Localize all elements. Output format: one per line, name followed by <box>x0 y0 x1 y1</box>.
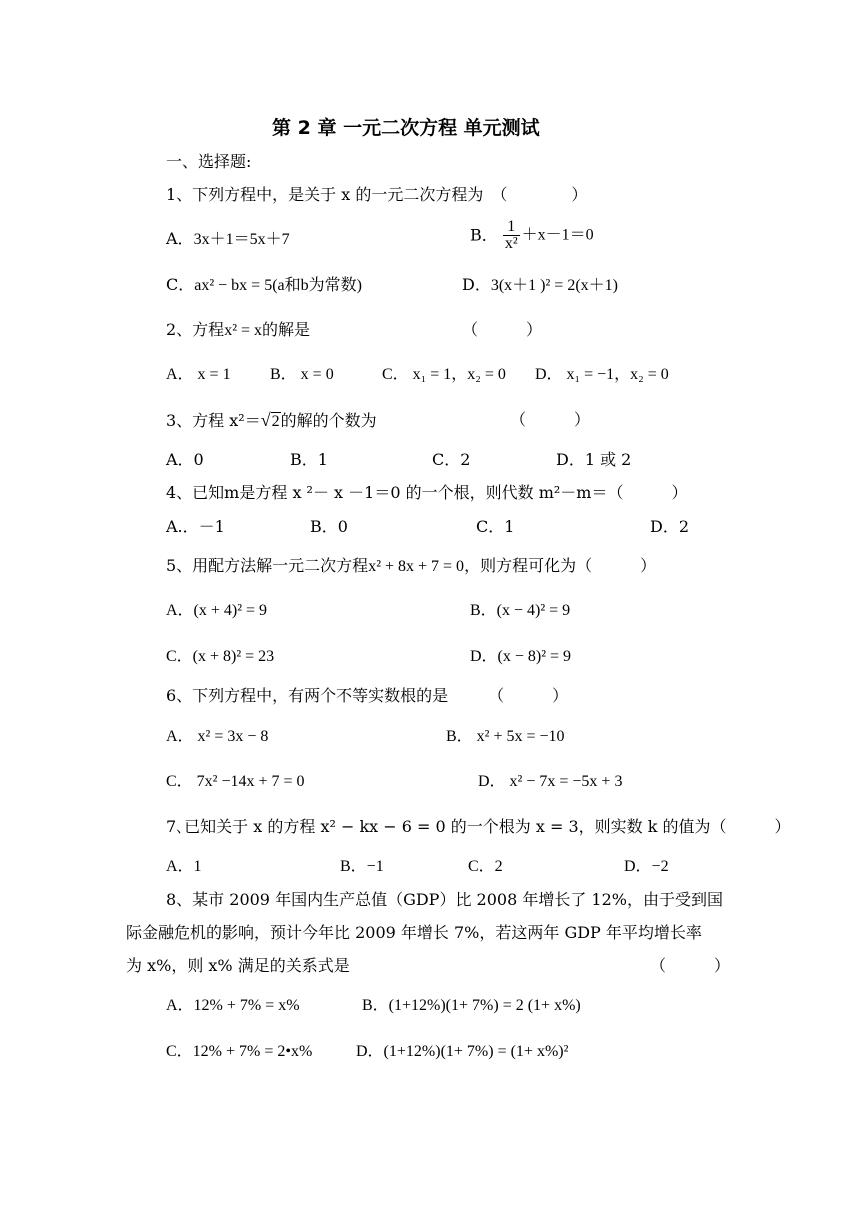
question-5-stem <box>166 556 656 577</box>
question-4-stem: 4、已知m是方程 x ²－ x －1＝0 的一个根，则代数 m²－m＝（ ） <box>166 483 688 502</box>
option-label: C． <box>166 275 195 294</box>
question-8-option-d: D．(1+12%)(1+ 7%) = (1+ x%)² <box>356 1043 569 1060</box>
question-8-option-b: B．(1+12%)(1+ 7%) = 2 (1+ x%) <box>362 997 581 1014</box>
question-3-option-b: B．1 <box>290 450 328 469</box>
radicand: 2 <box>271 413 280 430</box>
question-2-blank: （ ） <box>462 320 543 339</box>
question-8-blank: （ ） <box>650 956 731 975</box>
page-title: 第 2 章 一元二次方程 单元测试 <box>272 117 540 139</box>
stem-text: 的解的个数为 <box>280 411 377 430</box>
fraction-numerator: 1 <box>503 219 520 236</box>
question-8-stem-line-1: 8、某市 2009 年国内生产总值（GDP）比 2008 年增长了 12%，由于受到国 <box>166 890 723 909</box>
stem-equation: x² + 8x + 7 = 0 <box>368 558 465 575</box>
square-root <box>261 410 281 432</box>
stem-text: 3、方程 x²＝ <box>166 411 261 430</box>
fraction <box>503 219 520 252</box>
question-6-option-b: B． x² + 5x = −10 <box>446 728 565 745</box>
question-8-stem-line-2: 际金融危机的影响，预计今年比 2009 年增长 7%，若这两年 GDP 年平均增长率 <box>126 923 702 942</box>
stem-text: 的解是 <box>262 320 311 339</box>
question-7-option-d: D．−2 <box>624 858 669 875</box>
option-text: 3(x＋1 )² = 2(x＋1) <box>490 277 618 294</box>
question-2-stem <box>166 320 310 341</box>
option-label: A． <box>166 229 194 248</box>
question-5-option-c: C．(x + 8)² = 23 <box>166 648 275 665</box>
option-text: ax² − bx = 5(a和b为常数) <box>194 277 362 294</box>
question-8-option-c: C．12% + 7% = 2•x% <box>166 1043 313 1060</box>
question-6-option-d: D． x² − 7x = −5x + 3 <box>478 773 623 790</box>
question-6-option-a: A． x² = 3x − 8 <box>166 728 269 745</box>
stem-text: 2、方程 <box>166 320 225 339</box>
stem-equation: x² = x <box>224 322 263 339</box>
question-7-option-c: C．2 <box>468 858 503 875</box>
question-3-option-d: D．1 或 2 <box>556 450 632 469</box>
question-4-option-a: A.．－1 <box>166 517 225 536</box>
question-4-option-d: D．2 <box>650 517 690 536</box>
question-2-option-d: D． x₁ = −1，x₂ = 0 <box>535 366 669 383</box>
question-3-blank: （ ） <box>510 410 591 429</box>
question-4-option-b: B．0 <box>310 517 348 536</box>
question-1-option-a <box>166 229 290 250</box>
question-7-option-a: A．1 <box>166 858 202 875</box>
option-label: B． <box>470 225 498 245</box>
question-8-option-a: A．12% + 7% = x% <box>166 997 300 1014</box>
question-1-option-d <box>462 275 618 296</box>
fraction-denominator: x² <box>504 235 518 252</box>
question-1-option-b <box>470 219 594 259</box>
radical-sign: √ <box>260 410 271 430</box>
question-2-option-c: C． x₁ = 1，x₂ = 0 <box>382 366 506 383</box>
question-5-option-d: D．(x − 8)² = 9 <box>470 648 572 665</box>
question-1-stem: 1、下列方程中，是关于 x 的一元二次方程为 （ ） <box>166 185 588 204</box>
question-7-option-b: B．−1 <box>340 858 384 875</box>
question-6-stem: 6、下列方程中，有两个不等实数根的是 （ ） <box>166 686 569 705</box>
stem-text: 5、用配方法解一元二次方程 <box>166 556 369 575</box>
question-5-option-a: A．(x + 4)² = 9 <box>166 602 268 619</box>
question-2-option-b: B． x = 0 <box>270 366 334 383</box>
question-8-stem-line-3: 为 x%，则 x% 满足的关系式是 <box>126 956 350 975</box>
question-2-option-a: A． x = 1 <box>166 366 231 383</box>
question-7-stem: 7､已知关于 x 的方程 x² − kx − 6 = 0 的一个根为 x = 3，则实数 k 的值为（ ） <box>166 817 791 836</box>
option-text: 3x＋1＝5x＋7 <box>193 231 290 248</box>
question-4-option-c: C．1 <box>476 517 515 536</box>
stem-text: ，则方程可化为（ ） <box>464 556 657 575</box>
question-1-option-c <box>166 275 362 296</box>
question-3-stem <box>166 410 377 432</box>
question-3-option-a: A．0 <box>166 450 204 469</box>
question-5-option-b: B．(x − 4)² = 9 <box>470 602 571 619</box>
question-6-option-c: C． 7x² −14x + 7 = 0 <box>166 773 305 790</box>
question-3-option-c: C．2 <box>432 450 471 469</box>
section-heading: 一、选择题: <box>166 152 252 171</box>
option-text: ＋x－1＝0 <box>521 226 594 244</box>
option-label: D． <box>462 275 491 294</box>
